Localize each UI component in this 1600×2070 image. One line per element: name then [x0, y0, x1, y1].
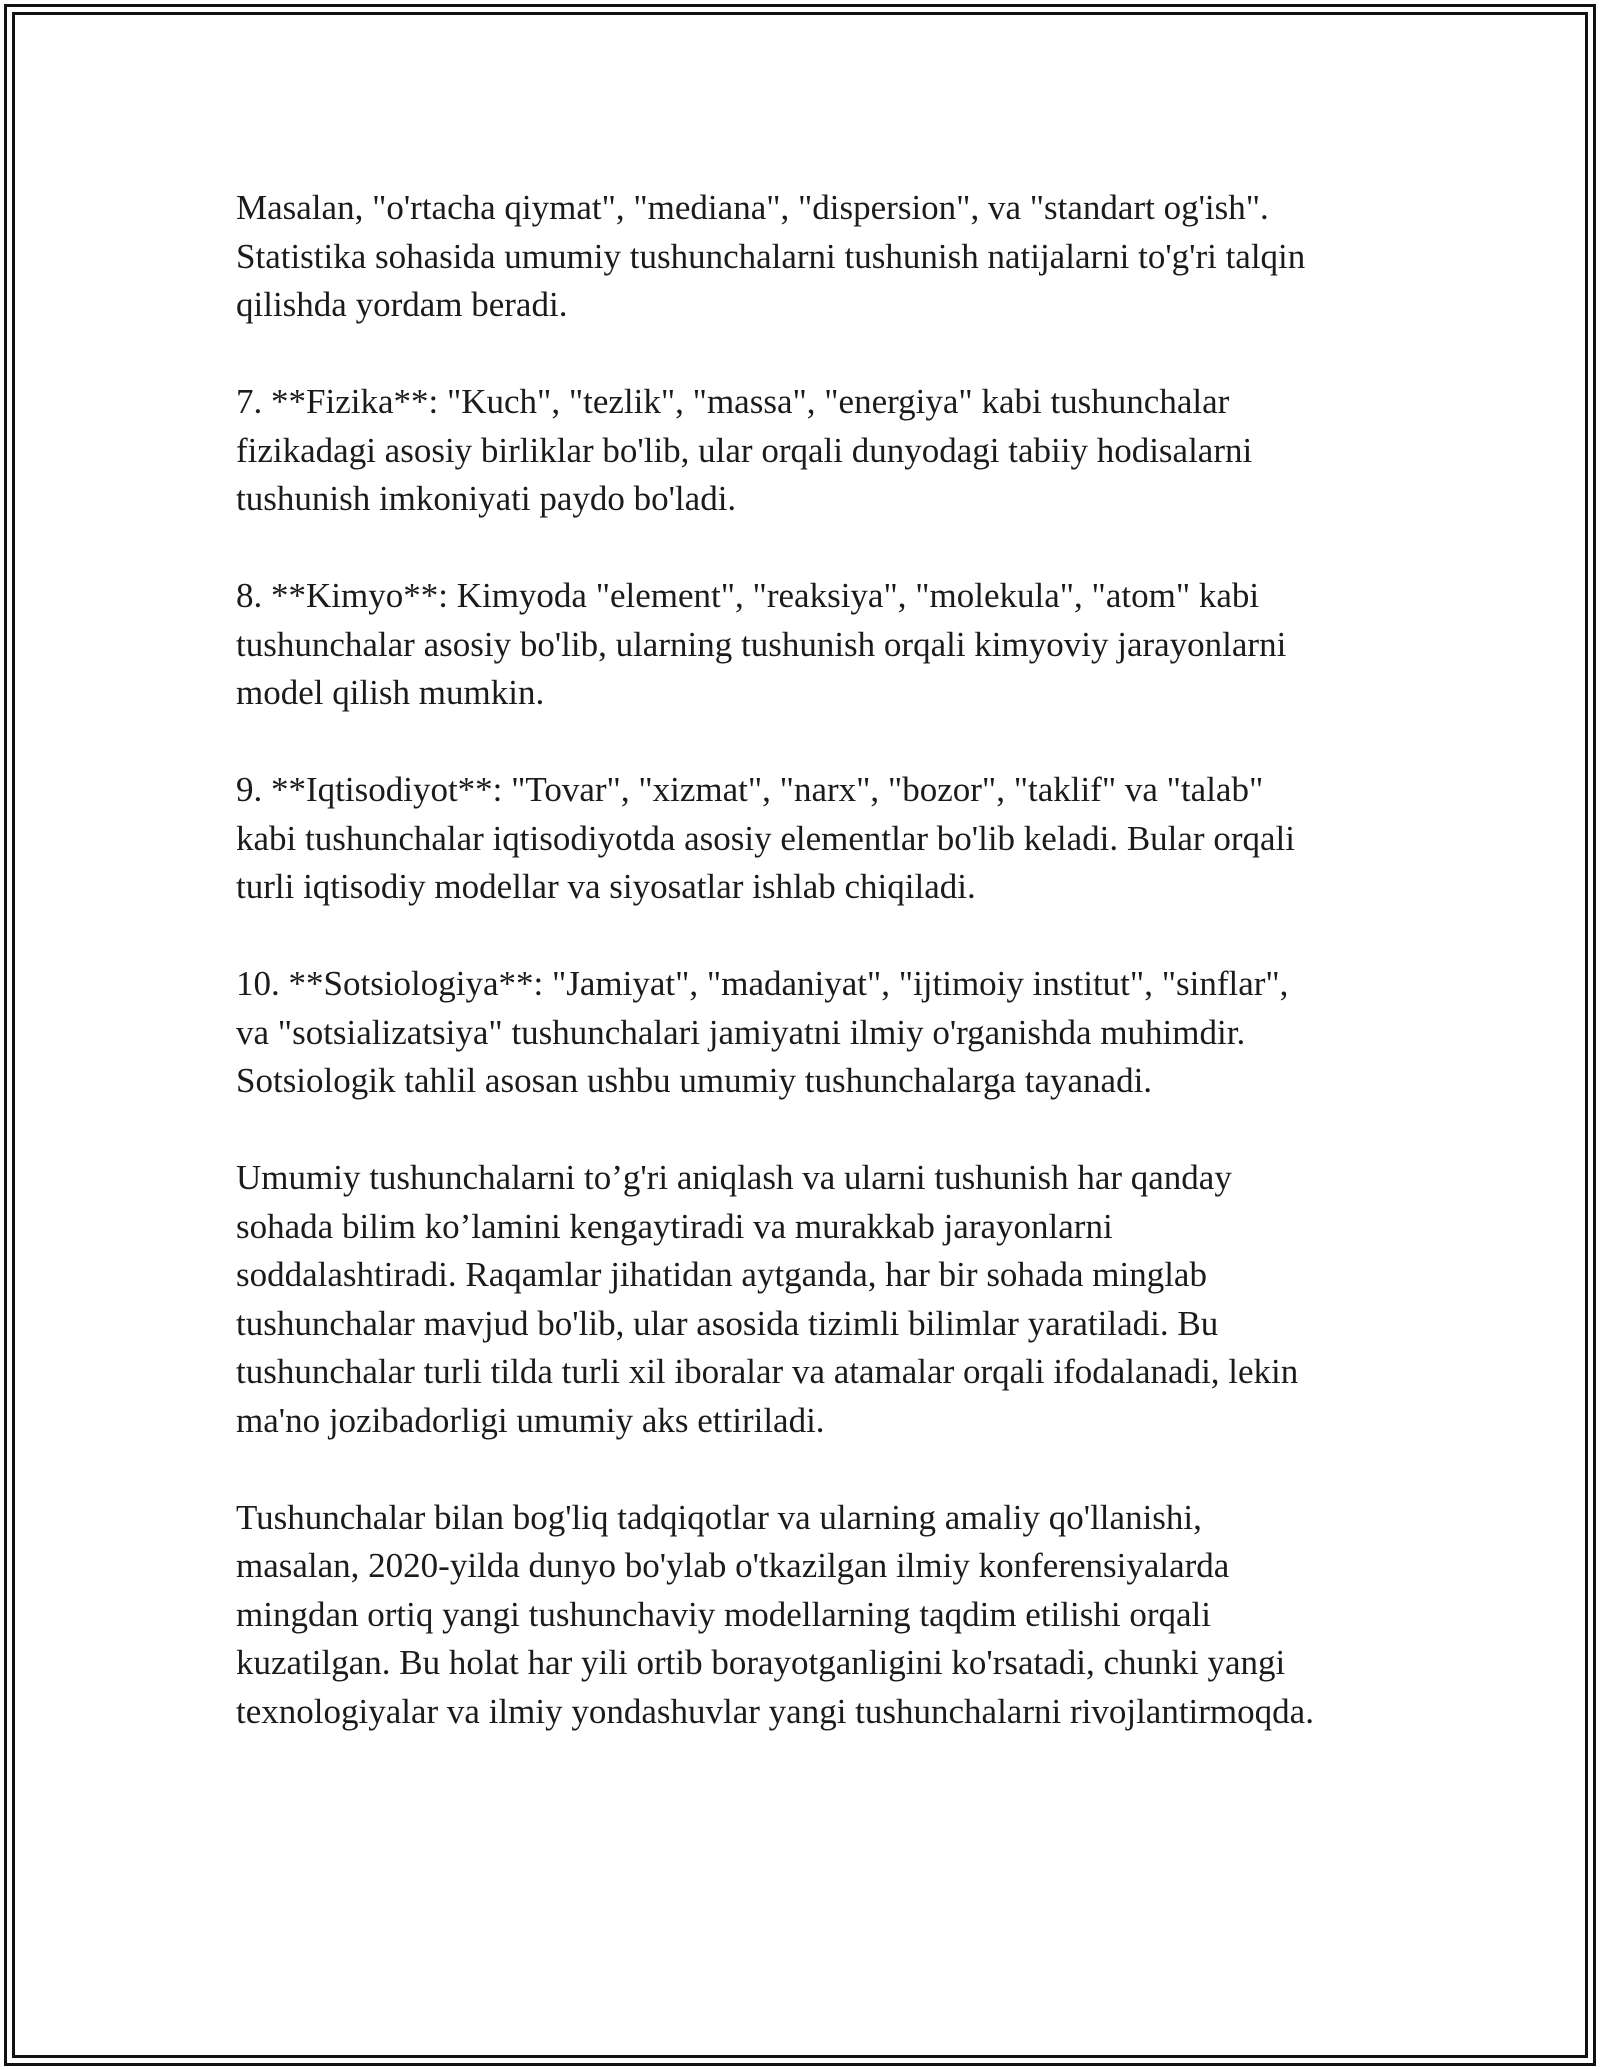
text-line: Tushunchalar bilan bog'liq tadqiqotlar va ularning amaliy qo'llanishi, — [236, 1497, 1202, 1537]
text-line: soddalashtiradi. Raqamlar jihatidan aytganda, har bir sohada minglab — [236, 1255, 1207, 1294]
paragraph-chemistry — [236, 572, 1376, 718]
text-line: tushunchalar turli tilda turli xil iboralar va atamalar orqali ifodalanadi, lekin — [236, 1352, 1299, 1391]
text-line: 7. **Fizika**: "Kuch", "tezlik", "massa", "energiya" kabi tushunchalar — [236, 382, 1230, 421]
text-line: 10. **Sotsiologiya**: "Jamiyat", "madaniyat", "ijtimoiy institut", "sinflar", — [236, 964, 1289, 1003]
text-line: Statistika sohasida umumiy tushunchalarni tushunish natijalarni to'g'ri talqin — [236, 236, 1306, 276]
text-line: tushunchalar asosiy bo'lib, ularning tushunish orqali kimyoviy jarayonlarni — [236, 624, 1287, 664]
text-line: ma'no jozibadorligi umumiy aks ettiriladi. — [236, 1400, 825, 1440]
text-line: turli iqtisodiy modellar va siyosatlar ishlab chiqiladi. — [236, 867, 976, 906]
paragraph-research — [236, 1494, 1376, 1737]
text-line: kuzatilgan. Bu holat har yili ortib borayotganligini ko'rsatadi, chunki yangi — [236, 1643, 1286, 1682]
text-line: fizikadagi asosiy birliklar bo'lib, ular orqali dunyodagi tabiiy hodisalarni — [236, 430, 1253, 470]
text-line: 8. **Kimyo**: Kimyoda "element", "reaksiya", "molekula", "atom" kabi — [236, 576, 1260, 615]
text-line: texnologiyalar va ilmiy yondashuvlar yangi tushunchalarni rivojlantirmoqda. — [236, 1691, 1314, 1731]
paragraph-general-concepts — [236, 1154, 1376, 1445]
text-line: masalan, 2020-yilda dunyo bo'ylab o'tkazilgan ilmiy konferensiyalarda — [236, 1546, 1230, 1585]
text-line: qilishda yordam beradi. — [236, 285, 568, 324]
text-line: tushunish imkoniyati paydo bo'ladi. — [236, 479, 737, 518]
text-line: Sotsiologik tahlil asosan ushbu umumiy tushunchalarga tayanadi. — [236, 1061, 1153, 1100]
text-line: Umumiy tushunchalarni to’g'ri aniqlash va ularni tushunish har qanday — [236, 1158, 1232, 1197]
paragraph-physics — [236, 378, 1376, 524]
text-line: Masalan, "o'rtacha qiymat", "mediana", "dispersion", va "standart og'ish". — [236, 188, 1269, 227]
text-line: mingdan ortiq yangi tushunchaviy modellarning taqdim etilishi orqali — [236, 1594, 1211, 1634]
paragraph-economics — [236, 766, 1376, 912]
text-line: 9. **Iqtisodiyot**: "Tovar", "xizmat", "narx", "bozor", "taklif" va "talab" — [236, 770, 1264, 809]
document-body — [236, 184, 1376, 1785]
text-line: va "sotsializatsiya" tushunchalari jamiyatni ilmiy o'rganishda muhimdir. — [236, 1012, 1246, 1052]
text-line: tushunchalar mavjud bo'lib, ular asosida tizimli bilimlar yaratiladi. Bu — [236, 1303, 1219, 1343]
text-line: sohada bilim ko’lamini kengaytiradi va murakkab jarayonlarni — [236, 1206, 1113, 1246]
text-line: kabi tushunchalar iqtisodiyotda asosiy elementlar bo'lib keladi. Bular orqali — [236, 818, 1295, 858]
paragraph-statistics — [236, 184, 1376, 330]
text-line: model qilish mumkin. — [236, 673, 545, 712]
paragraph-sociology — [236, 960, 1376, 1106]
